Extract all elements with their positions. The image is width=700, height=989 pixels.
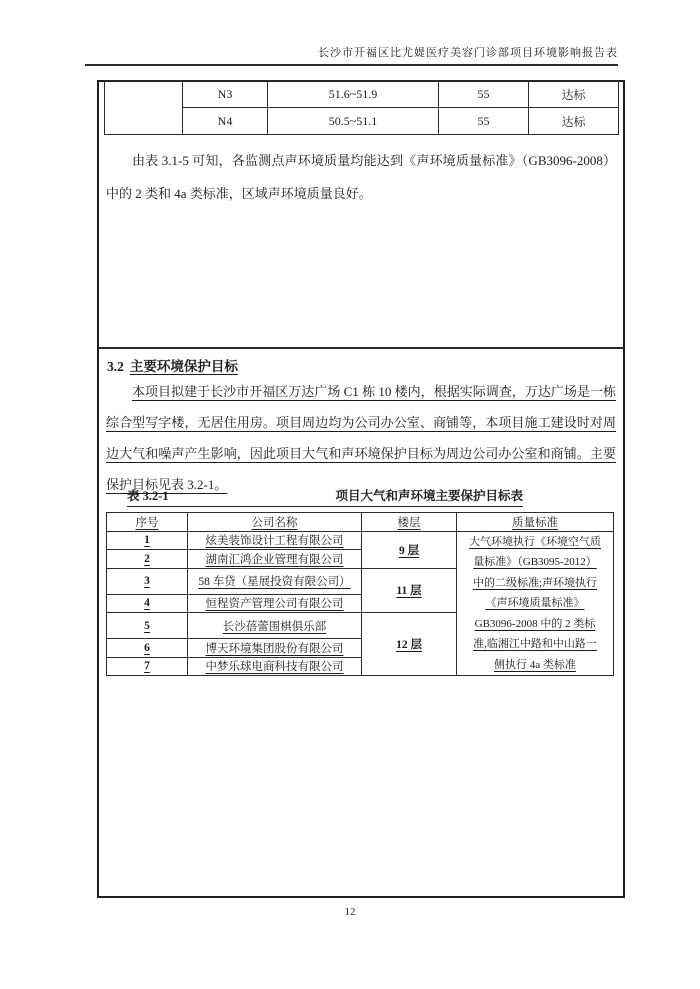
- row-company: 恒程资产管理公司有限公司: [188, 594, 362, 613]
- row-company: 长沙蓓蕾围棋俱乐部: [188, 613, 362, 639]
- row-company: 博天环境集团股份有限公司: [188, 639, 362, 658]
- row-company: 中梦乐球电商科技有限公司: [188, 657, 362, 676]
- floor-cell: 9 层: [362, 531, 457, 568]
- header-company: 公司名称: [188, 513, 362, 532]
- row-no: 7: [107, 657, 188, 676]
- row-no: 2: [107, 550, 188, 569]
- noise-range: 51.6~51.9: [268, 81, 439, 108]
- row-no: 4: [107, 594, 188, 613]
- noise-table-empty-cell: [105, 81, 183, 135]
- header-no: 序号: [107, 513, 188, 532]
- noise-result: 达标: [529, 81, 619, 108]
- quality-line: GB3096-2008 中的 2 类标: [474, 617, 596, 630]
- protection-target-paragraph: 本项目拟建于长沙市开福区万达广场 C1 栋 10 楼内，根据实际调查，万达广场是一栋综合型写字楼，无居住用房。项目周边均为公司办公室、商铺等，本项目施工建设时对周边大气和噪声产生影响，因此项目大气和声环境保护目标为周边公司办公室和商铺。主要保护目标见表 3.2-1。: [106, 384, 616, 492]
- section-divider-line: [98, 347, 624, 349]
- quality-standard-cell: [457, 531, 614, 676]
- row-no: 3: [107, 568, 188, 594]
- noise-table-row: [105, 81, 619, 108]
- noise-range: 50.5~51.1: [268, 108, 439, 135]
- header-floor: 楼层: [362, 513, 457, 532]
- floor-cell: 12 层: [362, 613, 457, 676]
- row-company: 58 车贷（星展投资有限公司）: [188, 568, 362, 594]
- row-company: 湖南汇鸿企业管理有限公司: [188, 550, 362, 569]
- floor-cell: 11 层: [362, 568, 457, 613]
- page-number: 12: [344, 906, 356, 918]
- noise-point: N4: [183, 108, 268, 135]
- doc-header-title: 长沙市开福区比尤媞医疗美容门诊部项目环境影响报告表: [85, 44, 618, 66]
- header-quality: 质量标准: [457, 513, 614, 532]
- section-number: 3.2: [107, 359, 124, 374]
- noise-result: 达标: [529, 108, 619, 135]
- form-border-box: [97, 80, 625, 898]
- table-caption-title: 项目大气和声环境主要保护目标表: [335, 489, 523, 503]
- table-header-row: [107, 513, 614, 532]
- noise-limit: 55: [439, 108, 529, 135]
- table-caption: [127, 486, 523, 507]
- row-company: 炫美装饰设计工程有限公司: [188, 531, 362, 550]
- quality-line: 量标准》（GB3095-2012）: [473, 556, 597, 568]
- row-no: 6: [107, 639, 188, 658]
- noise-limit: 55: [439, 81, 529, 108]
- quality-line: 大气环境执行《环境空气质: [469, 535, 601, 548]
- quality-line: 侧执行 4a 类标准: [494, 658, 576, 671]
- noise-point: N3: [183, 81, 268, 108]
- row-no: 5: [107, 613, 188, 639]
- quality-line: 准,临湘江中路和中山路一: [473, 638, 597, 650]
- noise-table-row: [105, 108, 619, 135]
- protection-targets-table: [106, 512, 614, 676]
- section-heading: [107, 355, 238, 375]
- quality-line: 中的二级标准;声环境执行: [472, 576, 598, 589]
- table-row: [107, 531, 614, 550]
- section-title: 主要环境保护目标: [129, 359, 238, 374]
- quality-line: 《声环境质量标准》: [485, 597, 585, 609]
- noise-conclusion-paragraph: 由表 3.1-5 可知，各监测点声环境质量均能达到《声环境质量标准》（GB3096-2008）中的 2 类和 4a 类标准，区域声环境质量良好。: [106, 153, 616, 201]
- row-no: 1: [107, 531, 188, 550]
- table-caption-label: 表 3.2-1: [127, 489, 169, 503]
- noise-monitoring-table: [104, 80, 619, 135]
